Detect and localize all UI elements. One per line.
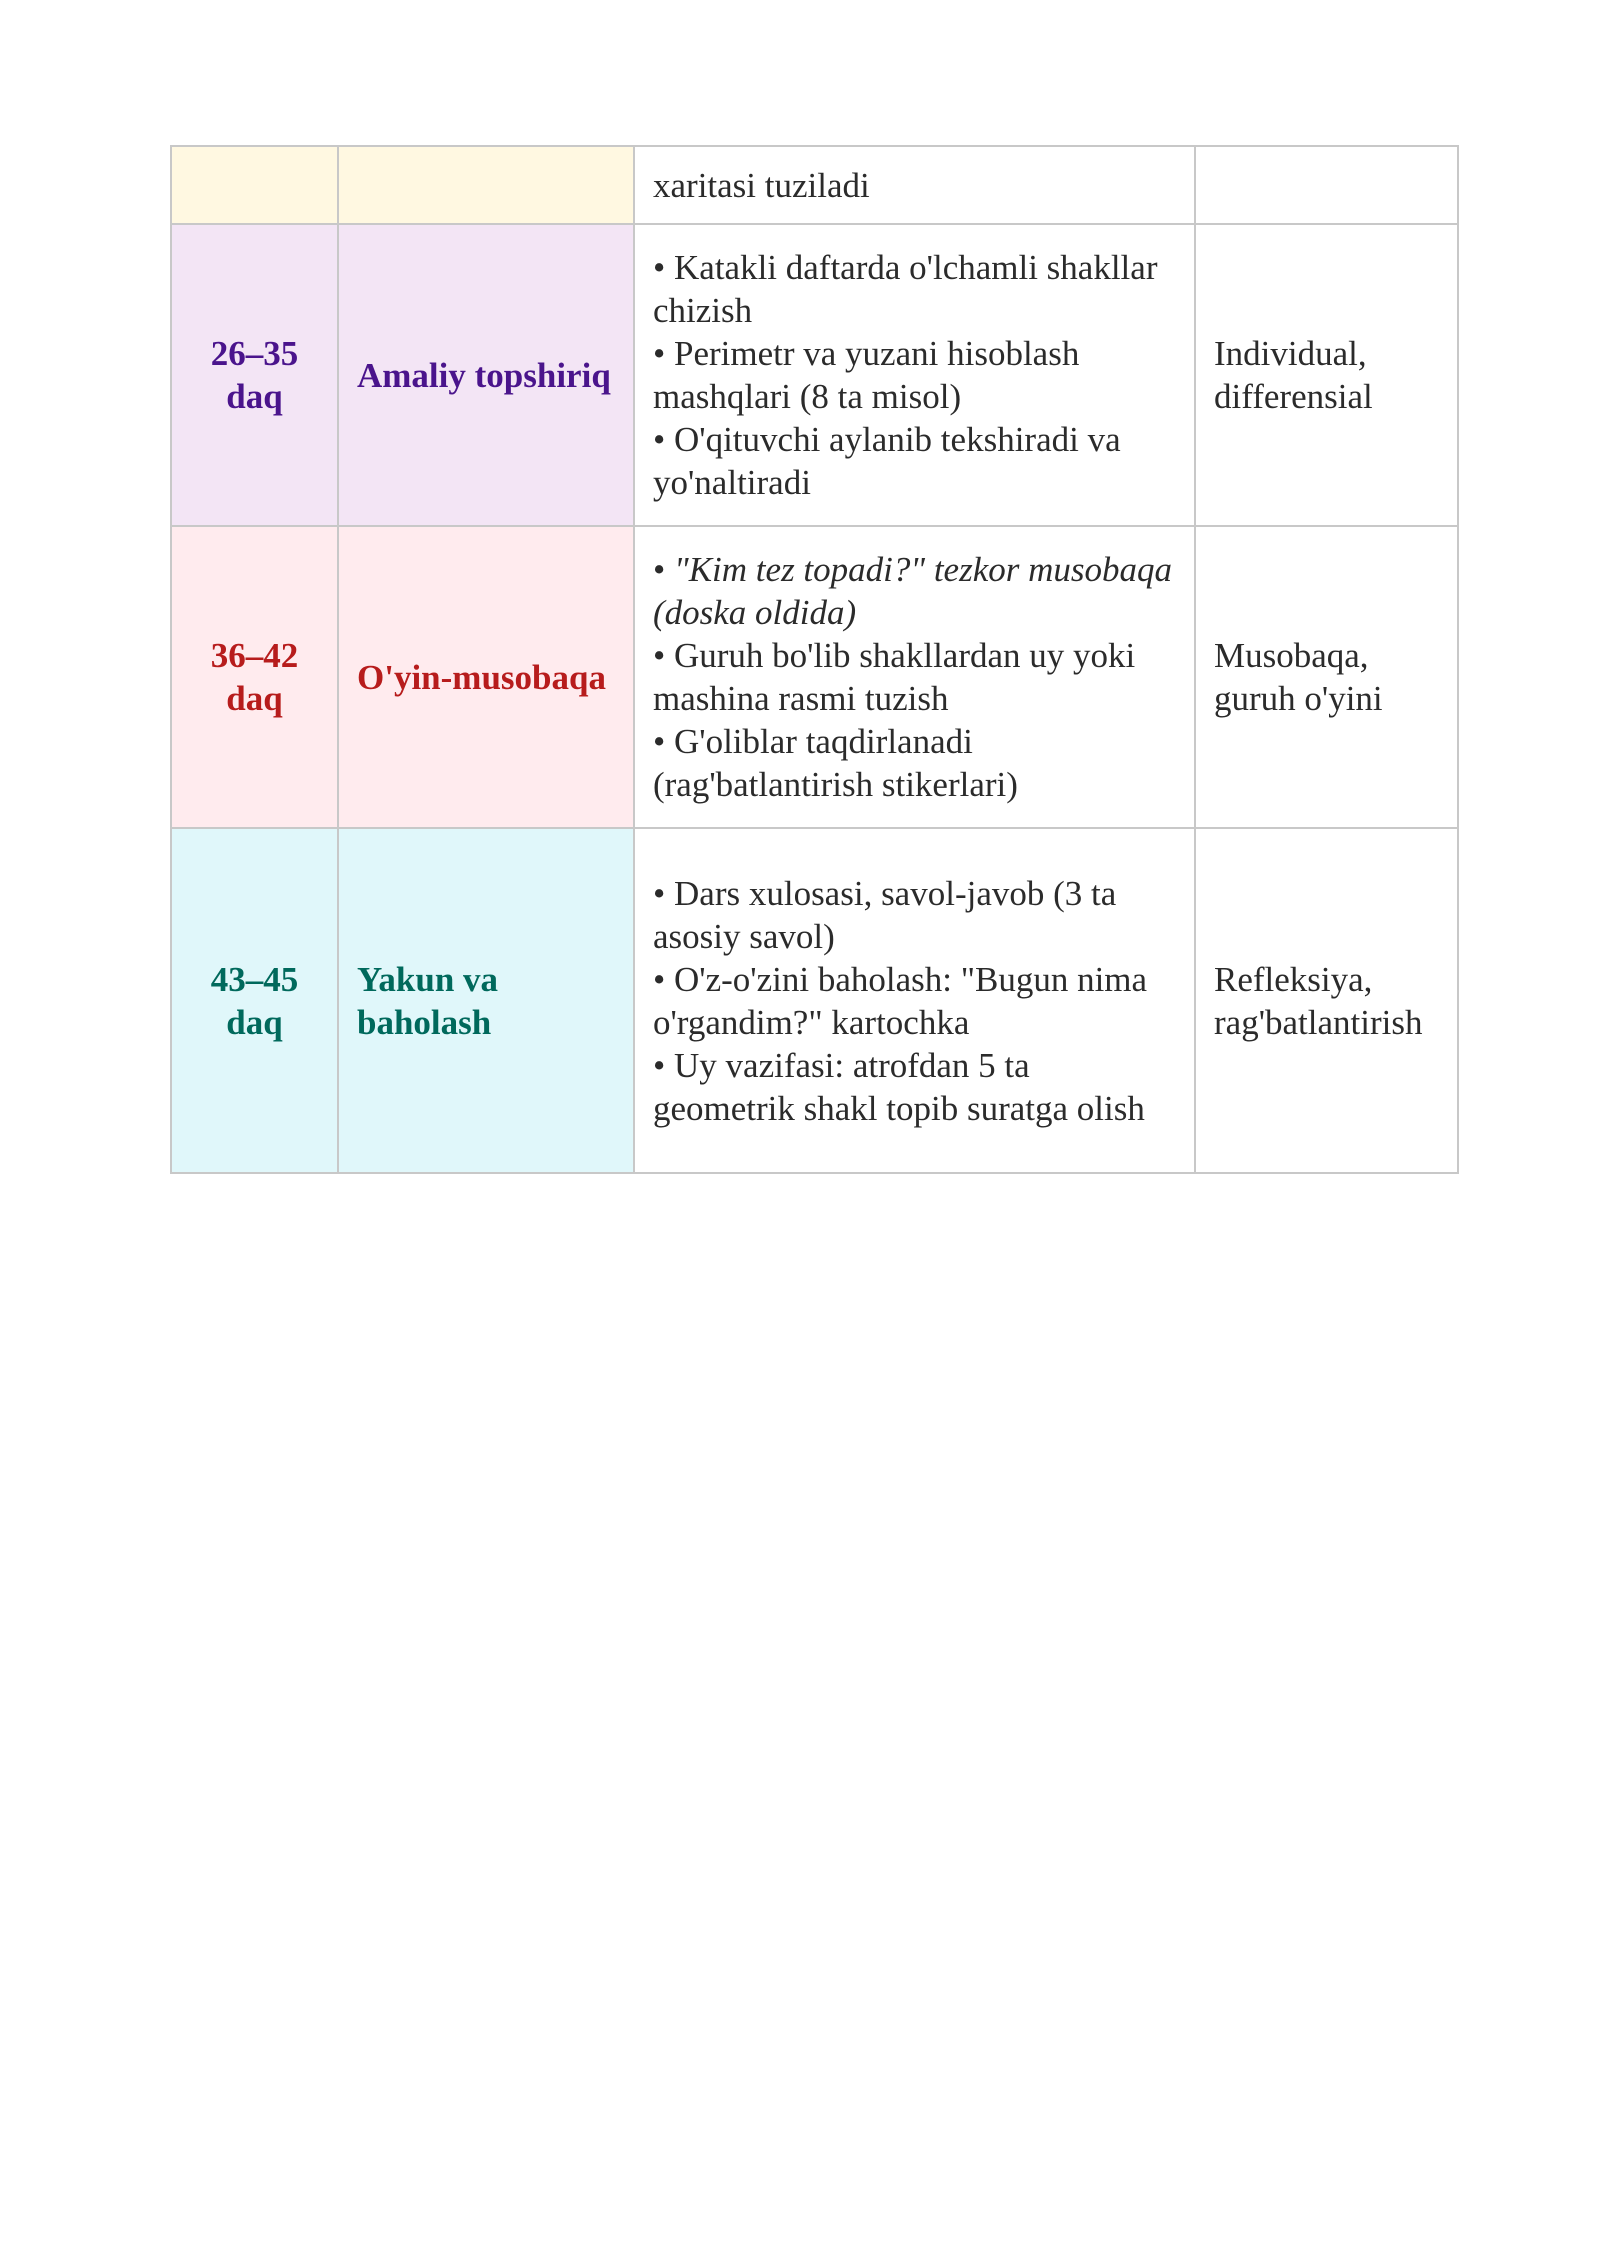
stage-cell: Yakun va baholash [338, 828, 634, 1173]
table-row [171, 526, 1458, 828]
method-cell: Individual, differensial [1195, 224, 1458, 526]
content-line: • Guruh bo'lib shakllardan uy yoki mashina rasmi tuzish [653, 636, 1136, 718]
content-line: xaritasi tuziladi [653, 165, 870, 205]
content-line [653, 548, 1176, 634]
table-row [171, 146, 1458, 224]
stage-cell: O'yin-musobaqa [338, 526, 634, 828]
time-cell: 43–45 daq [171, 828, 338, 1173]
content-cell [634, 526, 1195, 828]
table-row [171, 224, 1458, 526]
content-cell [634, 146, 1195, 224]
content-line: • Uy vazifasi: atrofdan 5 ta geometrik shakl topib suratga olish [653, 1045, 1145, 1128]
stage-cell: Amaliy topshiriq [338, 224, 634, 526]
table-row [171, 828, 1458, 1173]
content-line: • O'z-o'zini baholash: "Bugun nima o'rgandim?" kartochka [653, 959, 1148, 1042]
content-line: • Katakli daftarda o'lchamli shakllar chizish [653, 248, 1158, 330]
time-cell [171, 146, 338, 224]
time-cell: 36–42 daq [171, 526, 338, 828]
content-line: • O'qituvchi aylanib tekshiradi va yo'naltiradi [653, 420, 1121, 502]
stage-cell [338, 146, 634, 224]
method-cell: Refleksiya, rag'batlantirish [1195, 828, 1458, 1173]
lesson-plan-table [170, 145, 1459, 1174]
bullet-mark: • [653, 550, 675, 589]
content-line: • G'oliblar taqdirlanadi (rag'batlantirish stikerlari) [653, 722, 1018, 804]
content-line: • Perimetr va yuzani hisoblash mashqlari (8 ta misol) [653, 334, 1080, 416]
method-cell: Musobaqa, guruh o'yini [1195, 526, 1458, 828]
time-cell: 26–35 daq [171, 224, 338, 526]
method-cell [1195, 146, 1458, 224]
content-line: • Dars xulosasi, savol-javob (3 ta asosiy savol) [653, 873, 1117, 956]
content-cell [634, 224, 1195, 526]
content-cell [634, 828, 1195, 1173]
italic-text: "Kim tez topadi?" tezkor musobaqa (doska oldida) [653, 550, 1173, 632]
